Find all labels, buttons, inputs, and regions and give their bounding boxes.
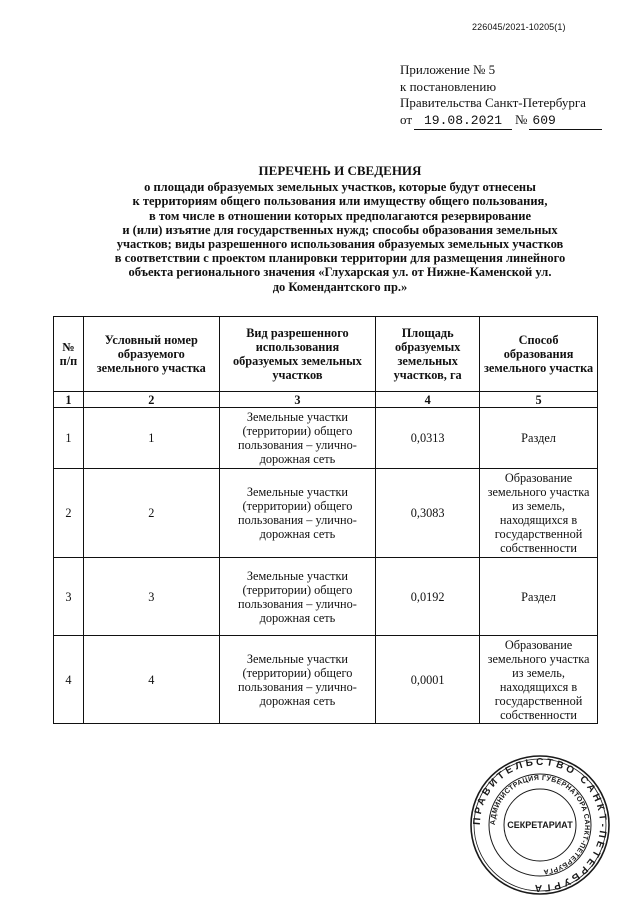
cell-formation-method: Образование земельного участка из земель, находящихся в государственной собственности	[480, 636, 598, 724]
date-prefix: от	[400, 111, 413, 127]
heading-line: о площади образуемых земельных участков, которые будут отнесены	[144, 180, 536, 195]
header-row-number: № п/п	[54, 317, 84, 392]
cell-formation-method: Раздел	[480, 408, 598, 469]
heading-line: участков; виды разрешенного использования образуемых земельных участков	[116, 237, 564, 252]
cell-plot-number: 4	[83, 636, 219, 724]
cell-area: 0,3083	[376, 469, 480, 558]
seal-outer-text: ПРАВИТЕЛЬСТВО САНКТ-ПЕТЕРБУРГА	[471, 756, 609, 894]
appendix-date-line	[400, 112, 602, 131]
header-plot-number: Условный номер образуемого земельного участка	[83, 317, 219, 392]
cell-area: 0,0192	[376, 558, 480, 636]
cell-permitted-use: Земельные участки (территории) общего пользования – улично-дорожная сеть	[219, 408, 376, 469]
heading-line: и (или) изъятие для государственных нужд; способы образования земельных	[122, 222, 558, 237]
column-number: 1	[54, 392, 84, 408]
column-numbers-row	[54, 392, 598, 408]
number-prefix: №	[515, 111, 528, 127]
table-row	[54, 636, 598, 724]
table-header-row	[54, 317, 598, 392]
heading-line: в том числе в отношении которых предполагаются резервирование	[148, 208, 532, 223]
document-registration-number: 226045/2021-10205(1)	[472, 22, 566, 32]
cell-area: 0,0313	[376, 408, 480, 469]
cell-row-number: 2	[54, 469, 84, 558]
table-row	[54, 558, 598, 636]
cell-row-number: 4	[54, 636, 84, 724]
resolution-number: 609	[529, 113, 602, 131]
cell-row-number: 3	[54, 558, 84, 636]
document-heading	[100, 164, 580, 294]
column-number: 3	[219, 392, 376, 408]
cell-plot-number: 1	[83, 408, 219, 469]
cell-area: 0,0001	[376, 636, 480, 724]
cell-permitted-use: Земельные участки (территории) общего пользования – улично-дорожная сеть	[219, 469, 376, 558]
cell-permitted-use: Земельные участки (территории) общего пользования – улично-дорожная сеть	[219, 636, 376, 724]
cell-plot-number: 2	[83, 469, 219, 558]
table-row	[54, 469, 598, 558]
column-number: 4	[376, 392, 480, 408]
appendix-number: Приложение № 5	[400, 62, 496, 77]
header-area: Площадь образуемых земельных участков, га	[376, 317, 480, 392]
heading-title: ПЕРЕЧЕНЬ И СВЕДЕНИЯ	[258, 163, 422, 178]
cell-plot-number: 3	[83, 558, 219, 636]
seal-center-text: СЕКРЕТАРИАТ	[507, 820, 573, 830]
cell-formation-method: Образование земельного участка из земель, находящихся в государственной собственности	[480, 469, 598, 558]
header-formation-method: Способ образования земельного участка	[480, 317, 598, 392]
heading-line: к территориям общего пользования или имуществу общего пользования,	[132, 194, 548, 209]
cell-formation-method: Раздел	[480, 558, 598, 636]
header-permitted-use: Вид разрешенного использования образуемых земельных участков	[219, 317, 376, 392]
cell-permitted-use: Земельные участки (территории) общего пользования – улично-дорожная сеть	[219, 558, 376, 636]
heading-line: до Комендантского пр.»	[272, 279, 408, 294]
appendix-government: Правительства Санкт-Петербурга	[400, 95, 586, 110]
heading-line: в соответствии с проектом планировки территории для размещения линейного	[114, 251, 566, 266]
official-seal-stamp	[470, 755, 610, 895]
seal-inner-text: АДМИНИСТРАЦИЯ ГУБЕРНАТОРА САНКТ-ПЕТЕРБУРГА	[489, 774, 591, 875]
heading-line: объекта регионального значения «Глухарская ул. от Нижне-Каменской ул.	[128, 265, 552, 280]
column-number: 2	[83, 392, 219, 408]
appendix-resolution: к постановлению	[400, 78, 497, 94]
column-number: 5	[480, 392, 598, 408]
appendix-block	[400, 62, 602, 130]
land-plots-table	[53, 316, 598, 724]
cell-row-number: 1	[54, 408, 84, 469]
table-row	[54, 408, 598, 469]
resolution-date: 19.08.2021	[414, 113, 512, 131]
